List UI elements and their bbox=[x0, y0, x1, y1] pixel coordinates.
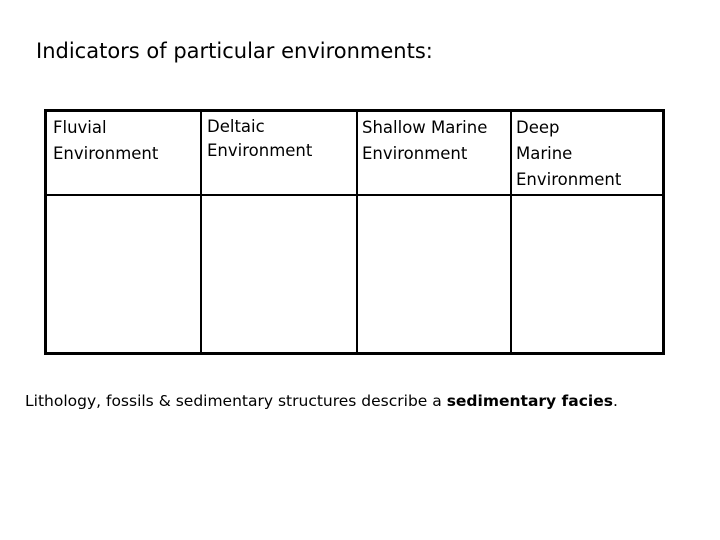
environment-table bbox=[44, 109, 665, 355]
caption bbox=[25, 394, 618, 410]
caption-term: sedimentary facies bbox=[446, 392, 613, 410]
caption-text: Lithology, fossils & sedimentary structures describe a bbox=[25, 392, 447, 410]
header-deltaic: Deltaic Environment bbox=[207, 117, 313, 160]
caption-suffix: . bbox=[613, 392, 618, 410]
header-fluvial: Fluvial Environment bbox=[53, 118, 159, 163]
header-divider bbox=[47, 194, 662, 196]
header-shallow-marine: Shallow Marine Environment bbox=[362, 118, 488, 163]
header-deep-marine: Deep Marine Environment bbox=[516, 118, 622, 189]
column-divider bbox=[510, 112, 512, 352]
column-divider bbox=[200, 112, 202, 352]
slide-title: Indicators of particular environments: bbox=[36, 39, 433, 63]
column-divider bbox=[356, 112, 358, 352]
